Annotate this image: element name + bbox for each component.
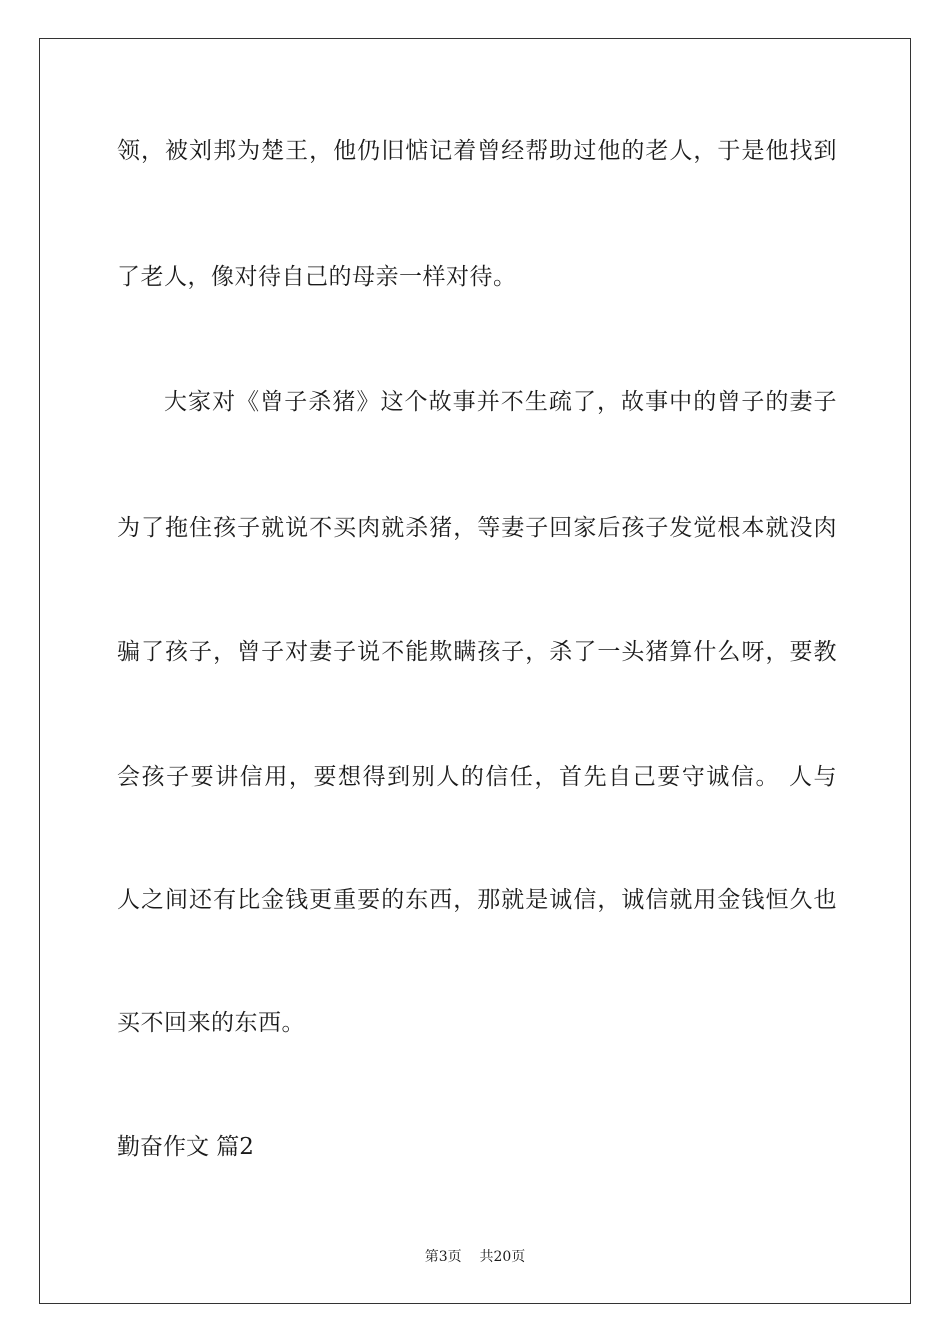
text-line: 大家对《曾子杀猪》这个故事并不生疏了，故事中的曾子的妻子 xyxy=(164,389,837,415)
page-total: 共20页 xyxy=(479,1249,526,1265)
page-footer xyxy=(0,1248,950,1266)
text-line: 为了拖住孩子就说不买肉就杀猪，等妻子回家后孩子发觉根本就没肉 xyxy=(117,515,837,541)
text-line: 骗了孩子，曾子对妻子说不能欺瞒孩子，杀了一头猪算什么呀，要教 xyxy=(117,639,837,665)
text-line: 了老人，像对待自己的母亲一样对待。 xyxy=(117,264,517,290)
text-line: 领，被刘邦为楚王，他仍旧惦记着曾经帮助过他的老人，于是他找到 xyxy=(117,138,837,164)
page-number: 第3页 xyxy=(424,1249,462,1265)
text-line: 会孩子要讲信用，要想得到别人的信任，首先自己要守诚信。 人与 xyxy=(117,764,837,790)
page-frame xyxy=(39,38,911,1304)
text-line: 买不回来的东西。 xyxy=(117,1010,305,1036)
text-line: 人之间还有比金钱更重要的东西，那就是诚信，诚信就用金钱恒久也 xyxy=(117,887,837,913)
section-heading: 勤奋作文 篇2 xyxy=(117,1134,254,1160)
